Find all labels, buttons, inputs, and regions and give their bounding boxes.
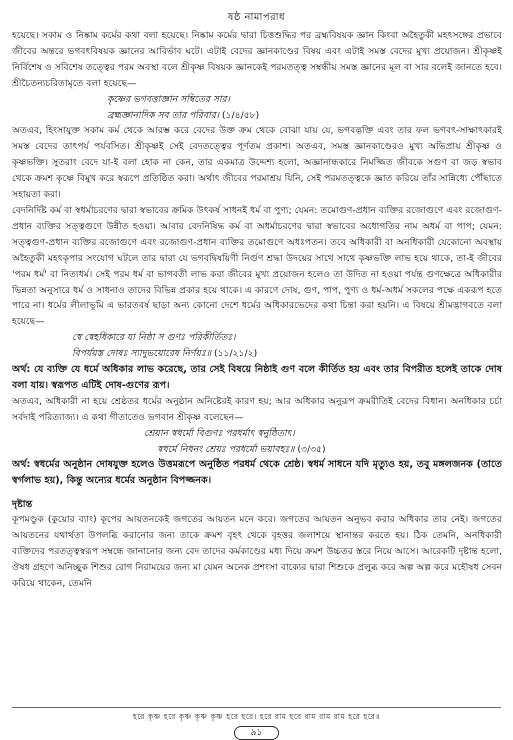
verse-quote-line — [12, 108, 502, 124]
page-number-wrap — [0, 720, 513, 740]
page-content — [12, 28, 502, 592]
paragraph-dharma: বেদনির্দিষ্ট কর্ম বা স্বধর্মাচরণের দ্বারা স্বভাবের ক্রমিক উৎকর্ষ সাধনই ধর্ম বা পুণ্য; যেমন: তমোগুণ-প্রধান ব্যক্তির রজোগুণে এবং রজোগুণ-প্রধান ব্যক্তির সত্ত্বগুণে উন্নীত হওয়া। আবার বেদনিষিদ্ধ কর্ম বা অধর্মাচরণের দ্বারা স্বভাবের অধোগতির নাম অধর্ম বা পাপ; যেমন: সত্ত্বগুণ-প্রধান ব্যক্তির রজোগুণে এবং রজোগুণ-প্রধান ব্যক্তির তমোগুণে অধঃপতন। তবে অধিকারী বা অনধিকারী যেকোনো অবস্থায় অহৈতুকী মহৎকৃপার সংযোগ ঘটলে তার দ্বারা যে ভগবদ্বিষয়িণী নির্গুণ শ্রদ্ধা উদয়ের সাথে সাথে কৃষ্ণভক্তি লাভ হয়ে থাকে, তা-ই জীবের 'পরম ধর্ম' বা নিত্যধর্ম। সেই পরম ধর্ম বা ভাগবতী লাভ করা জীবের মুখ্য প্রয়োজন হলেও তা উদিত না হওয়া পর্যন্ত গুণক্ষেত্রে অধিকারীর ভিন্নতা অনুসারে ধর্ম ও সাধনাও তাদের বিভিন্ন প্রকার হয়ে থাকে। এ কারণে দোষ, গুণ, পাপ, পুণ্য ও ধর্ম-অধর্ম সকলের পক্ষে একরূপ হতে পারে না। ধর্মের লীলাভূমি এ ভারতবর্ষ ছাড়া অন্য কোনো দেশে ধর্মের অধিকারভেদের কথা চিন্তা করা হয়নি। এ বিষয়ে শ্রীমদ্ভাগবতে বলা হয়েছে— — [12, 204, 502, 328]
footer-divider — [12, 707, 501, 708]
paragraph-adhikara: অতএব, অধিকারী না হয়ে শ্রেষ্ঠতর ধর্মের অনুষ্ঠান অনিষ্টেরই কারণ হয়; আর অধিকার অনুরূপ ক্রমরীতিই বেদের বিধান। অনধিকার চর্চা সর্বদাই পরিত্যাজ্য। এ কথা গীতাতেও ভগবান শ্রীকৃষ্ণ বলেছেন— — [12, 395, 502, 423]
verse-text: বিপর্যয়স্ত দোষঃ স্যাদুভয়োরেষ নির্ণয়ঃ॥ — [72, 348, 212, 360]
verse-quote-line: শ্রেয়ান স্বধর্মো বিগুণঃ পরধর্মাৎ স্বনুষ্ঠিতাৎ। — [144, 427, 295, 439]
running-header: ষষ্ঠ নামাপরাধ — [227, 12, 286, 23]
footer-mantra: হরে কৃষ্ণ হরে কৃষ্ণ কৃষ্ণ কৃষ্ণ হরে হরে। হরে রাম হরে রাম রাম রাম হরে হরে॥ — [132, 712, 381, 721]
verse-quote-line — [12, 442, 502, 458]
section-heading: দৃষ্টান্ত — [12, 499, 33, 511]
verse-text: স্বধর্মে নিধনং শ্রেয়ঃ পরধর্মো ভয়াবহঃ॥ — [157, 443, 295, 455]
verse-quote-line: স্বে স্বেহধিকারে যা নিষ্ঠা স গুণঃ পরিকীর্তিতঃ। — [72, 332, 236, 344]
paragraph-veda-purpose: অতএব, হিংসাযুক্ত সকাম কর্ম থেকে আরম্ভ করে বেদের উক্ত ক্রম থেকে বোঝা যায় যে, ভগবদ্ভক্তি এবং তার ফল ভগবৎ-সাক্ষাৎকারই সমস্ত বেদের তাৎপর্য পর্যবসিত। শ্রীকৃষ্ণই সেই বেদতত্ত্বের পূর্ণতম প্রকাশ। অতএব, সমস্ত জ্ঞানকাণ্ডেরও মুখ্য অভিপ্রায় শ্রীকৃষ্ণ ও কৃষ্ণভক্তি। সুতরাং বেদে যা-ই বলা হোক না কেন, তার একমাত্র উদ্দেশ্য হলো, অজ্ঞানান্ধকারে নিমজ্জিত জীবকে সগুণ বা জড় স্বভাব থেকে ক্রমশ কৃষ্ণে বিমুখ করে স্বরূপে প্রতিষ্ঠিত করা। অর্থাৎ জীবের পরমাশ্রয় যিনি, সেই পরমতত্ত্বকে জ্ঞাত করিয়ে তাঁর সান্নিধ্যে পৌঁছাতে সহায়তা করা। — [12, 125, 502, 201]
paragraph-example: কূপমণ্ডুক (কুয়োর ব্যাং) কূপের আয়তনকেই জগতের আয়তন মনে করে। জগতের আয়তন অনুভব করার অধিকার তার নেই। জগতের আয়তনের যথার্থতা উপলব্ধি করানোর জন্য তাকে ক্রমশ বৃহৎ থেকে বৃহত্তর জলাশয়ে স্থানান্তর করতে হয়। ঠিক তেমনি, অনধিকারী ব্যক্তিদের পরতত্ত্বস্বরূপ সম্বন্ধে জানানোর জন্য বেদ তাদের কর্মকাণ্ডের মধ্য দিয়ে ক্রমশ উচ্চতর স্তরে নিয়ে আসে। আরেকটি দৃষ্টান্ত হলো, ঔষধ গ্রহণে অনিচ্ছুক শিশুর রোগ নিরাময়ের জন্য মা যেমন অনেক প্রশংসা বাক্যের দ্বারা শিশুকে প্রলুব্ধ করে অল্প অল্প করে মহৌষধ সেবন করিয়ে থাকেন, তেমনি — [12, 514, 502, 589]
verse-meaning: অর্থ: স্বধর্মের অনুষ্ঠান দোষযুক্ত হলেও উত্তমরূপে অনুষ্ঠিত পরধর্ম থেকে শ্রেষ্ঠ। স্বধর্ম সাধনে যদি মৃত্যুও হয়, তবু মঙ্গলজনক (তাতে স্বর্গলাভ হয়), কিন্তু অন্যের ধর্মের অনুষ্ঠান বিপজ্জনক। — [12, 459, 502, 487]
page-number: ৯১ — [234, 726, 280, 740]
verse-reference: (১১/২১/২) — [213, 348, 258, 360]
verse-reference: (৩/৩৫) — [297, 443, 326, 455]
verse-quote-line: কৃষ্ণের ভগবত্তাজ্ঞান সম্বিতের সার। — [107, 93, 230, 105]
verse-text: ব্রহ্মজ্ঞানাদিক সব তার পরিবার। — [107, 109, 220, 121]
verse-reference: (১/৪/৫৮) — [222, 109, 260, 121]
paragraph-knowledge: হয়েছে। সকাম ও নিষ্কাম কর্মের কথা বলা হয়েছে। নিষ্কাম কর্মের দ্বারা চিত্তশুদ্ধির পর ব্রহ্মবিষয়ক জ্ঞান কিংবা অহৈতুকী মহৎসঙ্গের প্রভাবে জীবের অন্তরে ভগবৎবিষয়ক জ্ঞানের আবির্ভাব ঘটে। এটাই বেদের জ্ঞানকাণ্ডের বিষয় এবং এটাই সমস্ত বেদের মুখ্য প্রয়োজন। শ্রীকৃষ্ণই নির্বিশেষ ও সবিশেষ তত্ত্বের পরম অবস্থা বলে শ্রীকৃষ্ণ বিষয়ক জ্ঞানকেই পরমতত্ত্ব সম্বন্ধীয় সমস্ত জ্ঞানের মূল বা সার বলেই জানতে হবে। শ্রীচৈতন্যচরিতামৃতে বলা হয়েছে— — [12, 30, 502, 89]
verse-meaning: অর্থ: যে ব্যক্তি যে ধর্মে অধিকার লাভ করেছে, তার সেই বিষয়ে নিষ্ঠাই গুণ বলে কীর্তিত হয় এবং তার বিপরীত হলেই তাকে দোষ বলা যায়। স্বরূপত এটিই দোষ-গুণের রূপ। — [12, 364, 502, 391]
verse-quote-line — [12, 346, 502, 362]
